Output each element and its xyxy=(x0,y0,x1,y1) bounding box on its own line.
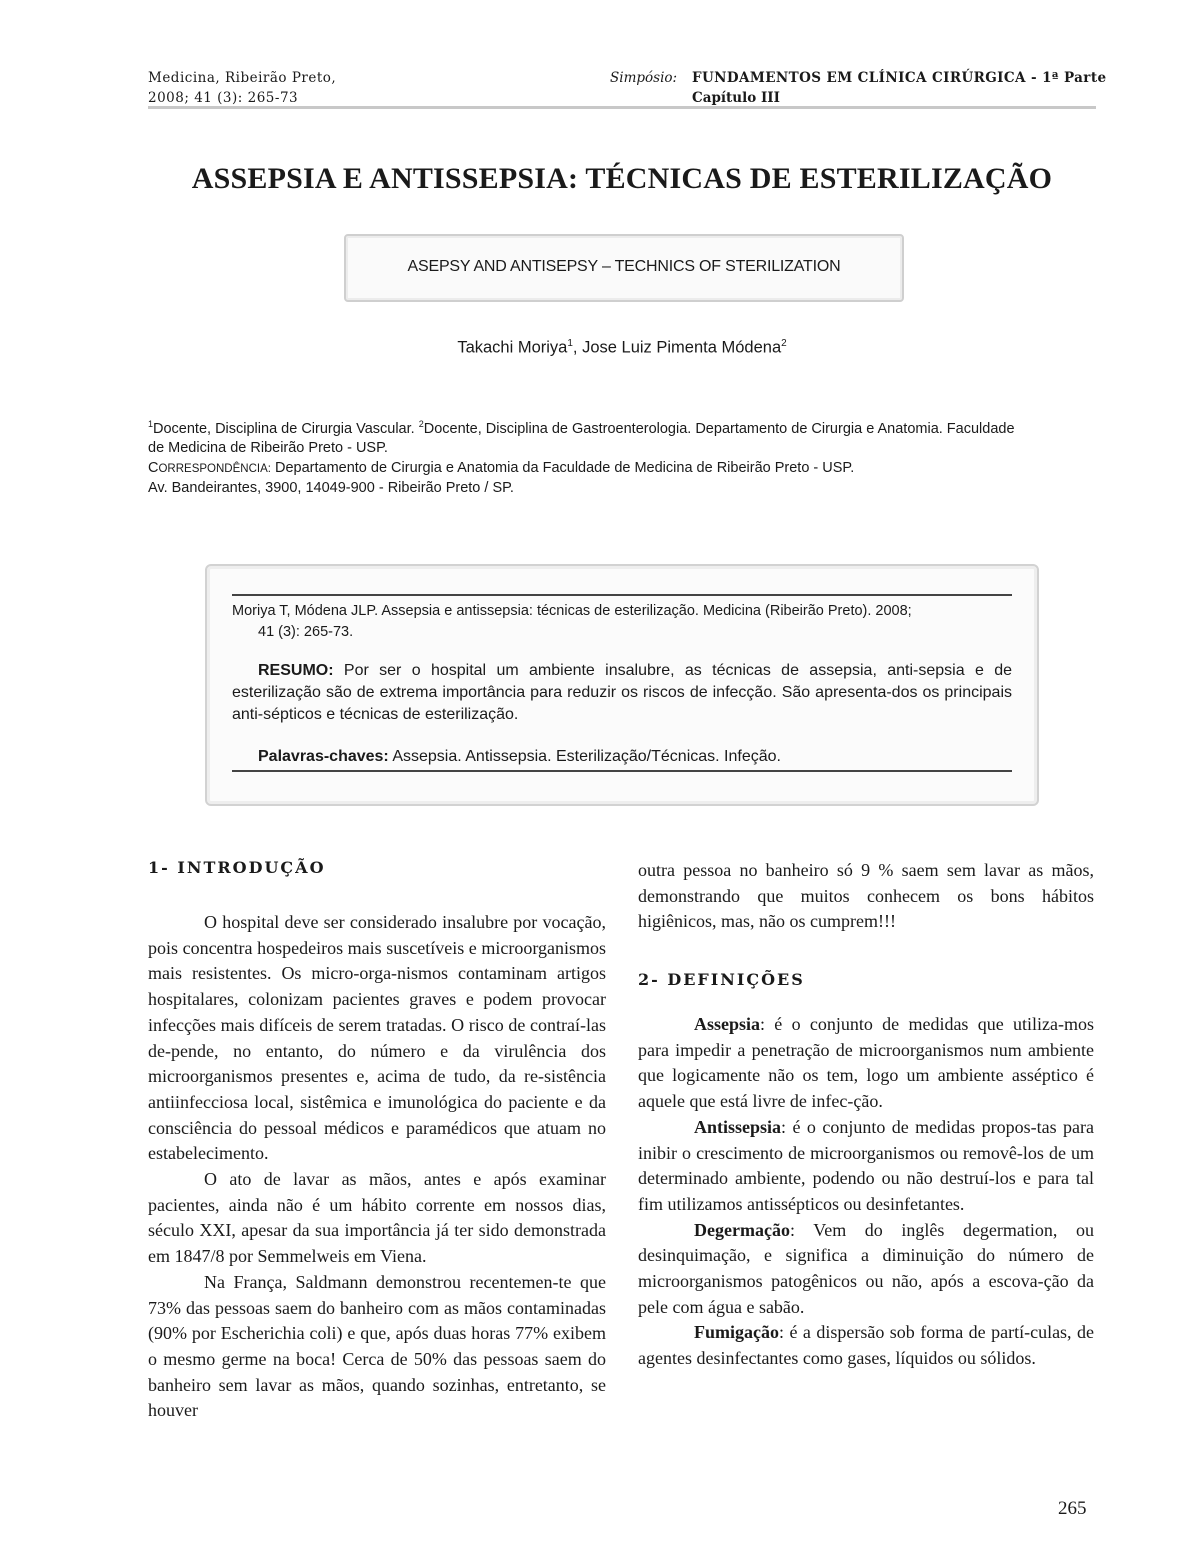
definition-term: Antissepsia xyxy=(694,1116,782,1137)
definition-assepsia xyxy=(638,1012,1094,1115)
definition-degermacao xyxy=(638,1218,1094,1321)
page-number: 265 xyxy=(1058,1498,1087,1519)
citation-line-1: Moriya T, Módena JLP. Assepsia e antissepsia: técnicas de esterilização. Medicina (Ribeirão Preto). 2008; xyxy=(232,603,912,619)
affil-sup-1: 1 xyxy=(148,419,154,429)
chapter-label: Capítulo III xyxy=(692,90,780,106)
correspondence-text: Departamento de Cirurgia e Anatomia da Faculdade de Medicina de Ribeirão Preto - USP. xyxy=(270,459,855,476)
article-title: ASSEPSIA E ANTISSEPSIA: TÉCNICAS DE ESTERILIZAÇÃO xyxy=(191,162,1053,195)
journal-name: Medicina, Ribeirão Preto, xyxy=(148,70,337,86)
affil-sup-2: 2 xyxy=(418,419,424,429)
definition-text: : é a dispersão sob forma de partí-culas, de agentes desinfectantes como gases, líquidos ou sólidos. xyxy=(638,1322,1094,1369)
definition-fumigacao xyxy=(638,1320,1094,1371)
header-divider xyxy=(148,106,1096,109)
definition-antissepsia xyxy=(638,1115,1094,1218)
definitions xyxy=(638,1012,1094,1372)
author-1: Takachi Moriya xyxy=(457,338,568,357)
english-title: ASEPSY AND ANTISEPSY – TECHNICS OF STERILIZATION xyxy=(407,258,841,275)
symposium-header xyxy=(610,68,1106,108)
keywords-text: Assepsia. Antissepsia. Esterilização/Técnicas. Infeção. xyxy=(388,748,781,765)
affiliation-2-cont: de Medicina de Ribeirão Preto - USP. xyxy=(148,440,388,457)
definition-term: Fumigação xyxy=(694,1322,779,1343)
section-1-heading: 1- INTRODUÇÃO xyxy=(148,858,326,877)
definition-text: : é o conjunto de medidas propos-tas para inibir o crescimento de microorganismos ou removê-los de um determinado ambiente, podendo ou não destruí-los e para tal fim utilizamos antissépticos ou desinfetantes. xyxy=(638,1116,1094,1214)
author-1-sup: 1 xyxy=(567,338,573,349)
intro-paragraph-2: O ato de lavar as mãos, antes e após examinar pacientes, ainda não é um hábito corrente em nossos dias, século XXI, apesar da sua importância já ter sido demonstrada em 1847/8 por Semmelweis em Viena. xyxy=(148,1169,606,1267)
journal-citation-header xyxy=(148,68,336,108)
author-2: Jose Luiz Pimenta Módena xyxy=(582,338,782,357)
definition-text: : Vem do inglês degermation, ou desinquimação, e significa a diminuição do número de microorganismos patogênicos ou não, após a escova-ção da pele com água e sabão. xyxy=(638,1219,1094,1317)
journal-volume: 2008; 41 (3): 265-73 xyxy=(148,90,299,106)
left-column xyxy=(148,910,606,1424)
author-2-sup: 2 xyxy=(781,338,787,349)
symposium-title: FUNDAMENTOS EM CLÍNICA CIRÚRGICA - 1ª Parte xyxy=(692,70,1107,86)
resumo xyxy=(232,660,1012,726)
authors xyxy=(300,338,944,358)
correspondence-label: ORRESPONDÊNCIA: xyxy=(158,462,271,475)
intro-paragraph-3: Na França, Saldmann demonstrou recentemen-te que 73% das pessoas saem do banheiro com as mãos contaminadas (90% por Escherichia coli) e que, após duas horas 77% exibem o mesmo germe na boca! Cerca de 50% das pessoas saem do banheiro sem lavar as mãos, quando sozinhas, entretanto, se houver xyxy=(148,1271,606,1421)
resumo-label: RESUMO: xyxy=(258,662,334,679)
keywords xyxy=(258,746,1018,768)
author-separator: , xyxy=(572,338,583,357)
definition-term: Degermação xyxy=(694,1219,790,1240)
affiliation-2: Docente, Disciplina de Gastroenterologia. Departamento de Cirurgia e Anatomia. Faculdade xyxy=(423,420,1015,437)
address: Av. Bandeirantes, 3900, 14049-900 - Ribeirão Preto / SP. xyxy=(148,480,514,497)
correspondence xyxy=(148,459,1098,480)
definition-term: Assepsia xyxy=(694,1014,761,1034)
abstract-rule-top xyxy=(232,594,1012,596)
section-2-heading: 2- DEFINIÇÕES xyxy=(638,970,805,989)
definition-text: : é o conjunto de medidas que utiliza-mos para impedir a penetração de microorganismos num ambiente que logicamente não os tem, logo um ambiente asséptico é aquele que está livre de infec-ção. xyxy=(638,1014,1094,1112)
citation-line-2: 41 (3): 265-73. xyxy=(258,624,354,640)
abstract-rule-bottom xyxy=(232,770,1012,772)
affiliation-1: Docente, Disciplina de Cirurgia Vascular. xyxy=(153,420,419,437)
affiliations xyxy=(148,415,1098,499)
keywords-label: Palavras-chaves: xyxy=(258,748,389,765)
intro-paragraph-1: O hospital deve ser considerado insalubre por vocação, pois concentra hospedeiros mais suscetíveis e microorganismos mais resistentes. Os micro-orga-nismos contaminam artigos hospitalares, colonizam pacientes graves e podem provocar infecções mais difíceis de serem tratadas. O risco de contraí-las de-pende, no entanto, do número e da virulência dos microorganismos presentes e, acima de tudo, da re-sistência antiinfecciosa local, sistêmica e imunológica do paciente e da consciência do pessoal médicos e paramédicos que atuam no estabelecimento. xyxy=(148,912,606,1164)
symposium-label: Simpósio: xyxy=(610,70,678,86)
intro-paragraph-3-continued: outra pessoa no banheiro só 9 % saem sem lavar as mãos, demonstrando que muitos conhecem os bons hábitos higiênicos, mas, não os cumprem!!! xyxy=(638,860,1094,932)
resumo-text: Por ser o hospital um ambiente insalubre, as técnicas de assepsia, anti-sepsia e de esterilização são de extrema importância para reduzir os riscos de infecção. São apresenta-dos os principais anti-sépticos e técnicas de esterilização. xyxy=(232,662,1012,723)
correspondence-label-initial: C xyxy=(148,459,159,476)
citation xyxy=(232,601,1012,643)
right-column xyxy=(638,858,1094,935)
